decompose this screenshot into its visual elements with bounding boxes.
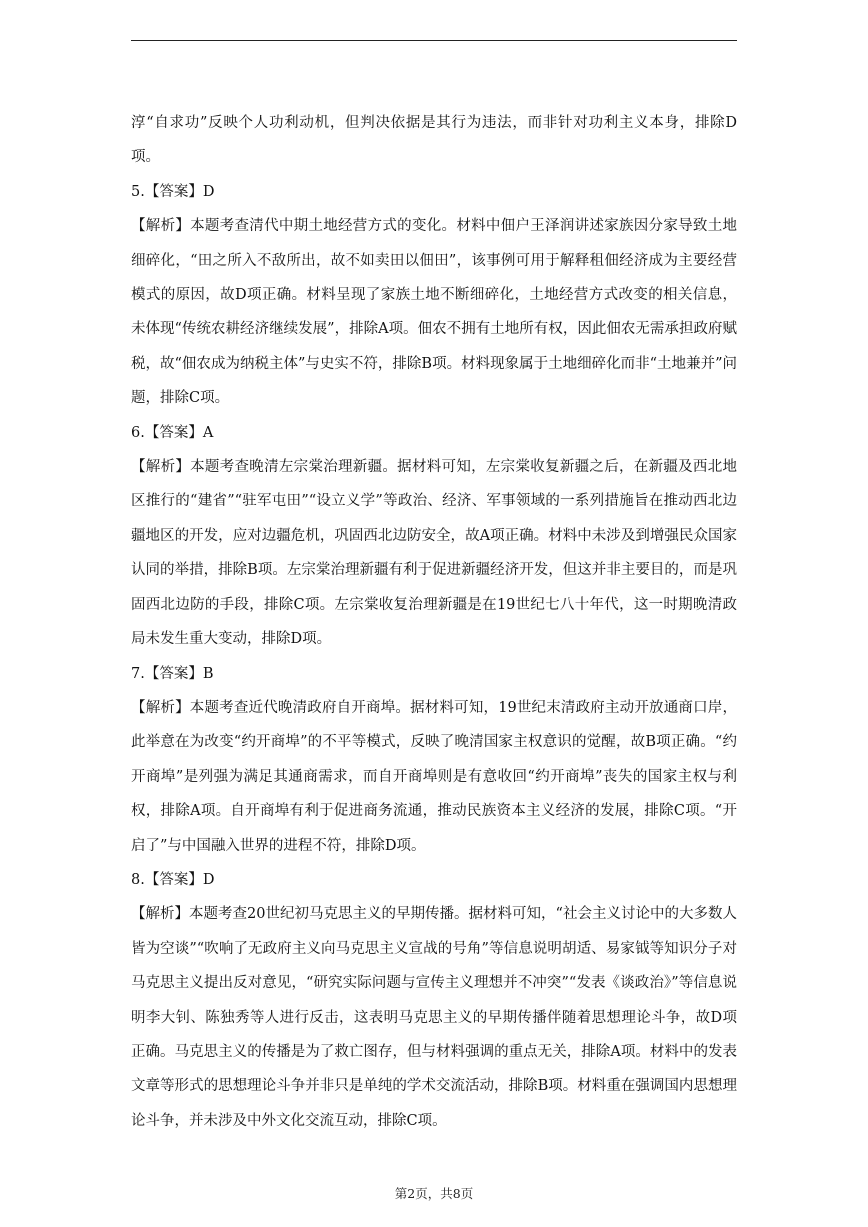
page-body <box>131 106 737 1138</box>
analysis-5: 【解析】本题考查清代中期土地经营方式的变化。材料中佃户王泽润讲述家族因分家导致土地细碎化，“田之所入不敌所出，故不如卖田以佃田”，该事例可用于解释租佃经济成为主要经营模式的原因，故D项正确。材料呈现了家族土地不断细碎化，土地经营方式改变的相关信息，未体现“传统农耕经济继续发展”，排除A项。佃农不拥有土地所有权，因此佃农无需承担政府赋税，故“佃农成为纳税主体”与史实不符，排除B项。材料现象属于土地细碎化而非“土地兼并”问题，排除C项。 <box>131 218 737 407</box>
page-number-footer: 第2页，共8页 <box>394 1186 474 1201</box>
answer-7: 7.【答案】B <box>131 665 214 682</box>
paragraph-item-4-tail: 淳“自求功”反映个人功利动机，但判决依据是其行为违法，而非针对功利主义本身，排除D项。 <box>131 115 737 166</box>
analysis-8: 【解析】本题考查20世纪初马克思主义的早期传播。据材料可知，“社会主义讨论中的大多数人皆为空谈”“吹响了无政府主义向马克思主义宣战的号角”等信息说明胡适、易家钺等知识分子对马克思主义提出反对意见，“研究实际问题与宣传主义理想并不冲突”“发表《谈政治》”等信息说明李大钊、陈独秀等人进行反击，这表明马克思主义的早期传播伴随着思想理论斗争，故D项正确。马克思主义的传播是为了救亡图存，但与材料强调的重点无关，排除A项。材料中的发表文章等形式的思想理论斗争并非只是单纯的学术交流活动，排除B项。材料重在强调国内思想理论斗争，并未涉及中外文化交流互动，排除C项。 <box>131 906 737 1129</box>
answer-6: 6.【答案】A <box>131 424 214 441</box>
analysis-7: 【解析】本题考查近代晚清政府自开商埠。据材料可知，19世纪末清政府主动开放通商口岸，此举意在为改变“约开商埠”的不平等模式，反映了晚清国家主权意识的觉醒，故B项正确。“约开商埠”是列强为满足其通商需求，而自开商埠则是有意收回“约开商埠”丧失的国家主权与利权，排除A项。自开商埠有利于促进商务流通，推动民族资本主义经济的发展，排除C项。“开启了”与中国融入世界的进程不符，排除D项。 <box>131 699 737 854</box>
answer-8: 8.【答案】D <box>131 871 215 888</box>
header-rule <box>131 40 737 41</box>
analysis-6: 【解析】本题考查晚清左宗棠治理新疆。据材料可知，左宗棠收复新疆之后，在新疆及西北地区推行的“建省”“驻军屯田”“设立义学”等政治、经济、军事领域的一系列措施旨在推动西北边疆地区的开发，应对边疆危机，巩固西北边防安全，故A项正确。材料中未涉及到增强民众国家认同的举措，排除B项。左宗棠治理新疆有利于促进新疆经济开发，但这并非主要目的，而是巩固西北边防的手段，排除C项。左宗棠收复治理新疆是在19世纪七八十年代，这一时期晚清政局未发生重大变动，排除D项。 <box>131 459 737 648</box>
answer-5: 5.【答案】D <box>131 183 215 200</box>
